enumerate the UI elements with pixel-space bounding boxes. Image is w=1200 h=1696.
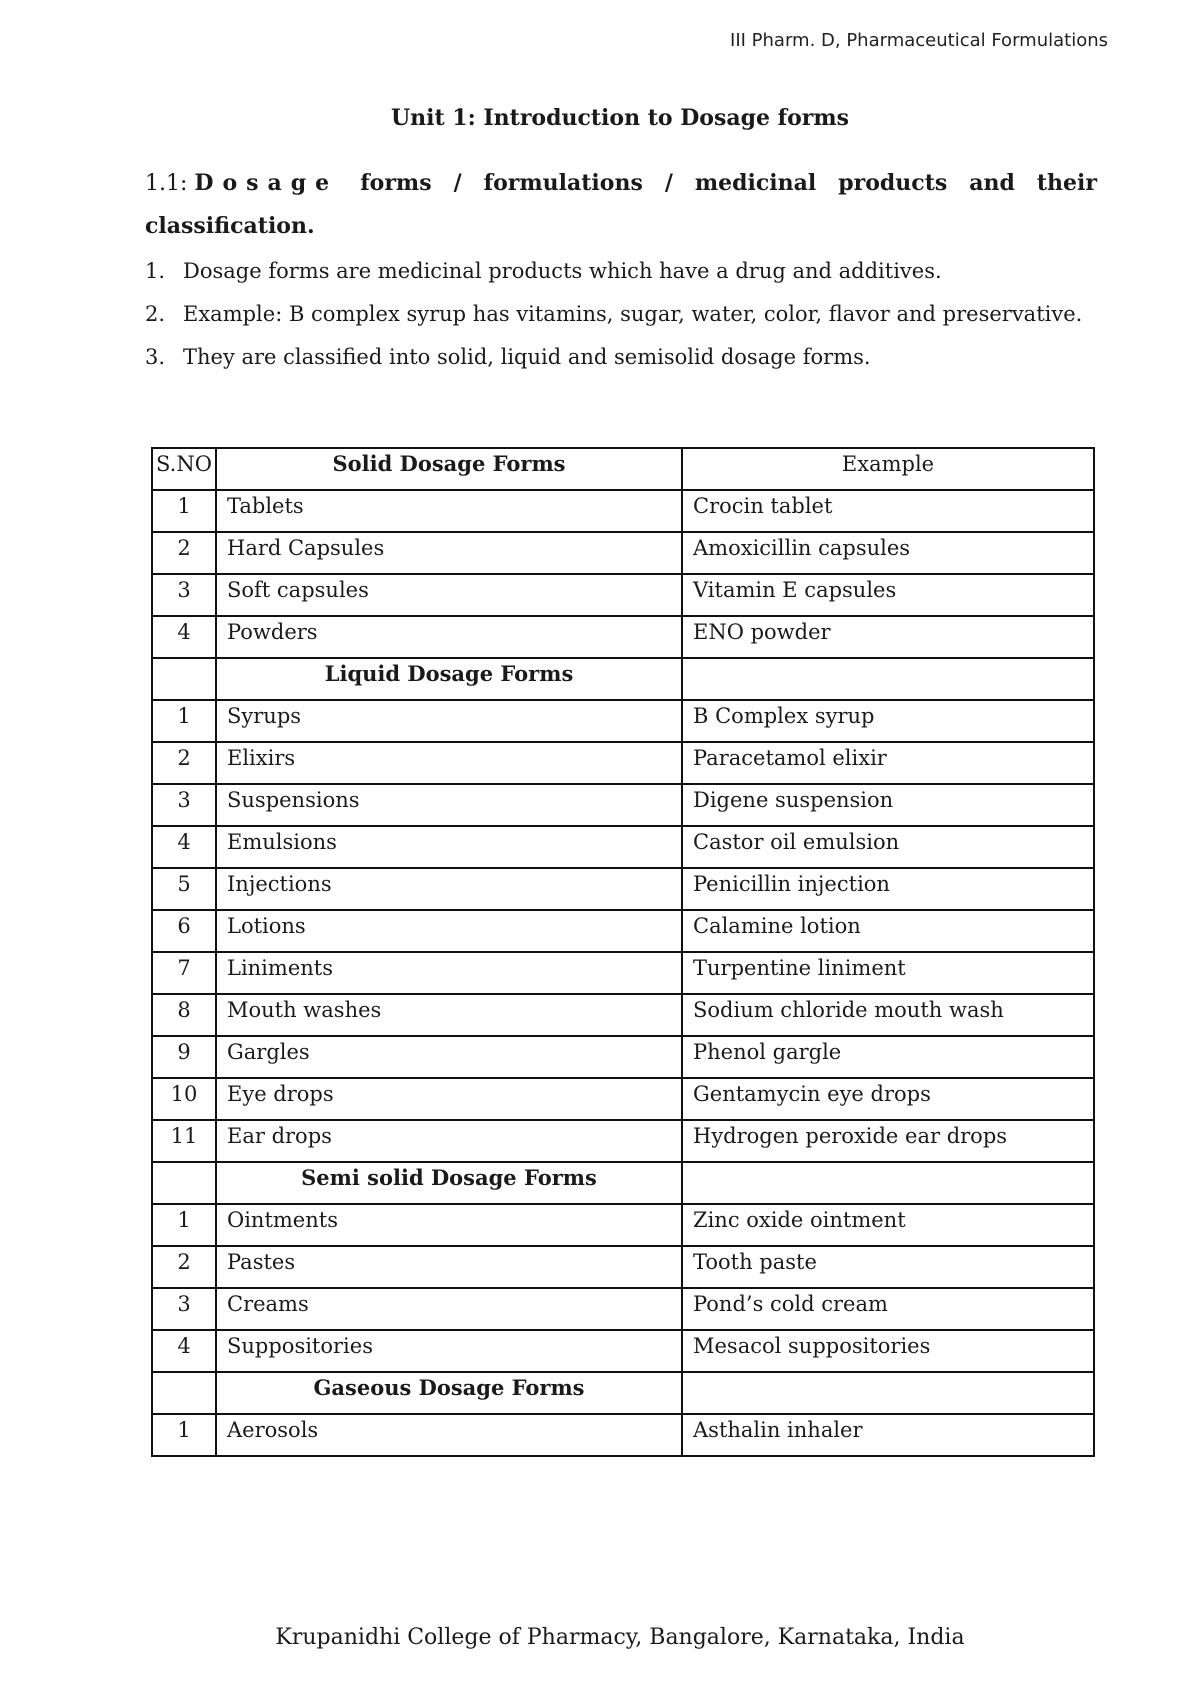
cell-example: Zinc oxide ointment bbox=[682, 1204, 1094, 1246]
cell-example: Phenol gargle bbox=[682, 1036, 1094, 1078]
cell-sno: 3 bbox=[152, 784, 216, 826]
section-word: forms bbox=[360, 170, 432, 196]
cell-sno: 2 bbox=[152, 532, 216, 574]
cell-sno: 2 bbox=[152, 1246, 216, 1288]
cell-form: Gargles bbox=[216, 1036, 682, 1078]
cell-example-empty bbox=[682, 658, 1094, 700]
section-heading-line2: classification. bbox=[145, 213, 315, 239]
cell-form: Ear drops bbox=[216, 1120, 682, 1162]
page-header: III Pharm. D, Pharmaceutical Formulations bbox=[730, 30, 1108, 51]
cell-form: Emulsions bbox=[216, 826, 682, 868]
section-word: their bbox=[1036, 170, 1097, 196]
cell-example: Paracetamol elixir bbox=[682, 742, 1094, 784]
section-number: 1.1: bbox=[145, 171, 188, 196]
cell-form: Hard Capsules bbox=[216, 532, 682, 574]
cell-example: Digene suspension bbox=[682, 784, 1094, 826]
cell-sno: 1 bbox=[152, 1414, 216, 1456]
cell-form: Suppositories bbox=[216, 1330, 682, 1372]
list-item-number: 3. bbox=[145, 345, 166, 369]
list-item-text: Dosage forms are medicinal products which have a drug and additives. bbox=[183, 259, 942, 283]
section-row-semisolid bbox=[152, 1162, 1094, 1204]
list-item bbox=[145, 250, 1097, 293]
table-row bbox=[152, 994, 1094, 1036]
page-footer: Krupanidhi College of Pharmacy, Bangalore, Karnataka, India bbox=[275, 1625, 965, 1650]
list-item-number: 2. bbox=[145, 302, 166, 326]
list-item-text: Example: B complex syrup has vitamins, sugar, water, color, flavor and preservative. bbox=[183, 302, 1083, 326]
cell-form: Ointments bbox=[216, 1204, 682, 1246]
cell-sno: 11 bbox=[152, 1120, 216, 1162]
cell-form: Creams bbox=[216, 1288, 682, 1330]
cell-example: Gentamycin eye drops bbox=[682, 1078, 1094, 1120]
table-row bbox=[152, 1288, 1094, 1330]
cell-example: Vitamin E capsules bbox=[682, 574, 1094, 616]
table-row bbox=[152, 490, 1094, 532]
section-word: and bbox=[969, 170, 1015, 196]
section-word: formulations bbox=[483, 170, 643, 196]
cell-sno-empty bbox=[152, 658, 216, 700]
cell-sno: 4 bbox=[152, 826, 216, 868]
section-word: / bbox=[453, 170, 462, 196]
cell-sno: 4 bbox=[152, 616, 216, 658]
cell-sno: 2 bbox=[152, 742, 216, 784]
cell-form: Liniments bbox=[216, 952, 682, 994]
header-sno: S.NO bbox=[152, 448, 216, 490]
header-solid-dosage-forms: Solid Dosage Forms bbox=[216, 448, 682, 490]
page-title: Unit 1: Introduction to Dosage forms bbox=[390, 105, 850, 131]
table-row bbox=[152, 910, 1094, 952]
cell-example: Sodium chloride mouth wash bbox=[682, 994, 1094, 1036]
section-heading-first bbox=[145, 162, 338, 205]
cell-form: Injections bbox=[216, 868, 682, 910]
cell-example: Hydrogen peroxide ear drops bbox=[682, 1120, 1094, 1162]
section-word: products bbox=[838, 170, 948, 196]
table-row bbox=[152, 700, 1094, 742]
table-row bbox=[152, 1120, 1094, 1162]
cell-form: Suspensions bbox=[216, 784, 682, 826]
table-header-row bbox=[152, 448, 1094, 490]
dosage-forms-table bbox=[151, 447, 1095, 1457]
cell-example-empty bbox=[682, 1162, 1094, 1204]
cell-sno: 9 bbox=[152, 1036, 216, 1078]
cell-sno: 1 bbox=[152, 1204, 216, 1246]
table-row bbox=[152, 1036, 1094, 1078]
cell-example: Turpentine liniment bbox=[682, 952, 1094, 994]
cell-example: Asthalin inhaler bbox=[682, 1414, 1094, 1456]
table-row bbox=[152, 1414, 1094, 1456]
section-word: medicinal bbox=[694, 170, 817, 196]
table-row bbox=[152, 1078, 1094, 1120]
cell-sno: 5 bbox=[152, 868, 216, 910]
cell-example-empty bbox=[682, 1372, 1094, 1414]
cell-sno: 3 bbox=[152, 574, 216, 616]
cell-sno-empty bbox=[152, 1162, 216, 1204]
section-heading bbox=[145, 162, 1097, 247]
cell-form: Tablets bbox=[216, 490, 682, 532]
cell-sno: 3 bbox=[152, 1288, 216, 1330]
cell-form: Pastes bbox=[216, 1246, 682, 1288]
liquid-dosage-forms-heading: Liquid Dosage Forms bbox=[216, 658, 682, 700]
cell-sno: 1 bbox=[152, 700, 216, 742]
cell-form: Powders bbox=[216, 616, 682, 658]
section-word: / bbox=[664, 170, 673, 196]
cell-sno: 4 bbox=[152, 1330, 216, 1372]
cell-example: ENO powder bbox=[682, 616, 1094, 658]
cell-form: Aerosols bbox=[216, 1414, 682, 1456]
cell-example: Amoxicillin capsules bbox=[682, 532, 1094, 574]
table-row bbox=[152, 1246, 1094, 1288]
table-row bbox=[152, 532, 1094, 574]
cell-form: Soft capsules bbox=[216, 574, 682, 616]
table-row bbox=[152, 742, 1094, 784]
cell-sno: 1 bbox=[152, 490, 216, 532]
header-example: Example bbox=[682, 448, 1094, 490]
list-item bbox=[145, 336, 1097, 379]
table-row bbox=[152, 1204, 1094, 1246]
cell-example: Pond’s cold cream bbox=[682, 1288, 1094, 1330]
cell-form: Syrups bbox=[216, 700, 682, 742]
cell-sno: 6 bbox=[152, 910, 216, 952]
section-row-liquid bbox=[152, 658, 1094, 700]
table-row bbox=[152, 784, 1094, 826]
cell-example: B Complex syrup bbox=[682, 700, 1094, 742]
semisolid-dosage-forms-heading: Semi solid Dosage Forms bbox=[216, 1162, 682, 1204]
section-row-gaseous bbox=[152, 1372, 1094, 1414]
cell-sno-empty bbox=[152, 1372, 216, 1414]
cell-form: Elixirs bbox=[216, 742, 682, 784]
list-item bbox=[145, 293, 1097, 336]
cell-example: Penicillin injection bbox=[682, 868, 1094, 910]
cell-sno: 7 bbox=[152, 952, 216, 994]
cell-form: Mouth washes bbox=[216, 994, 682, 1036]
cell-sno: 8 bbox=[152, 994, 216, 1036]
table-row bbox=[152, 616, 1094, 658]
cell-example: Mesacol suppositories bbox=[682, 1330, 1094, 1372]
gaseous-dosage-forms-heading: Gaseous Dosage Forms bbox=[216, 1372, 682, 1414]
cell-sno: 10 bbox=[152, 1078, 216, 1120]
list-item-number: 1. bbox=[145, 259, 166, 283]
cell-example: Crocin tablet bbox=[682, 490, 1094, 532]
cell-form: Eye drops bbox=[216, 1078, 682, 1120]
points-list bbox=[145, 250, 1097, 379]
cell-example: Calamine lotion bbox=[682, 910, 1094, 952]
section-word: Dosage bbox=[194, 170, 339, 196]
table-row bbox=[152, 952, 1094, 994]
table-row bbox=[152, 868, 1094, 910]
cell-example: Castor oil emulsion bbox=[682, 826, 1094, 868]
list-item-text: They are classified into solid, liquid and semisolid dosage forms. bbox=[183, 345, 871, 369]
cell-example: Tooth paste bbox=[682, 1246, 1094, 1288]
cell-form: Lotions bbox=[216, 910, 682, 952]
table-row bbox=[152, 574, 1094, 616]
table-row bbox=[152, 1330, 1094, 1372]
table-row bbox=[152, 826, 1094, 868]
